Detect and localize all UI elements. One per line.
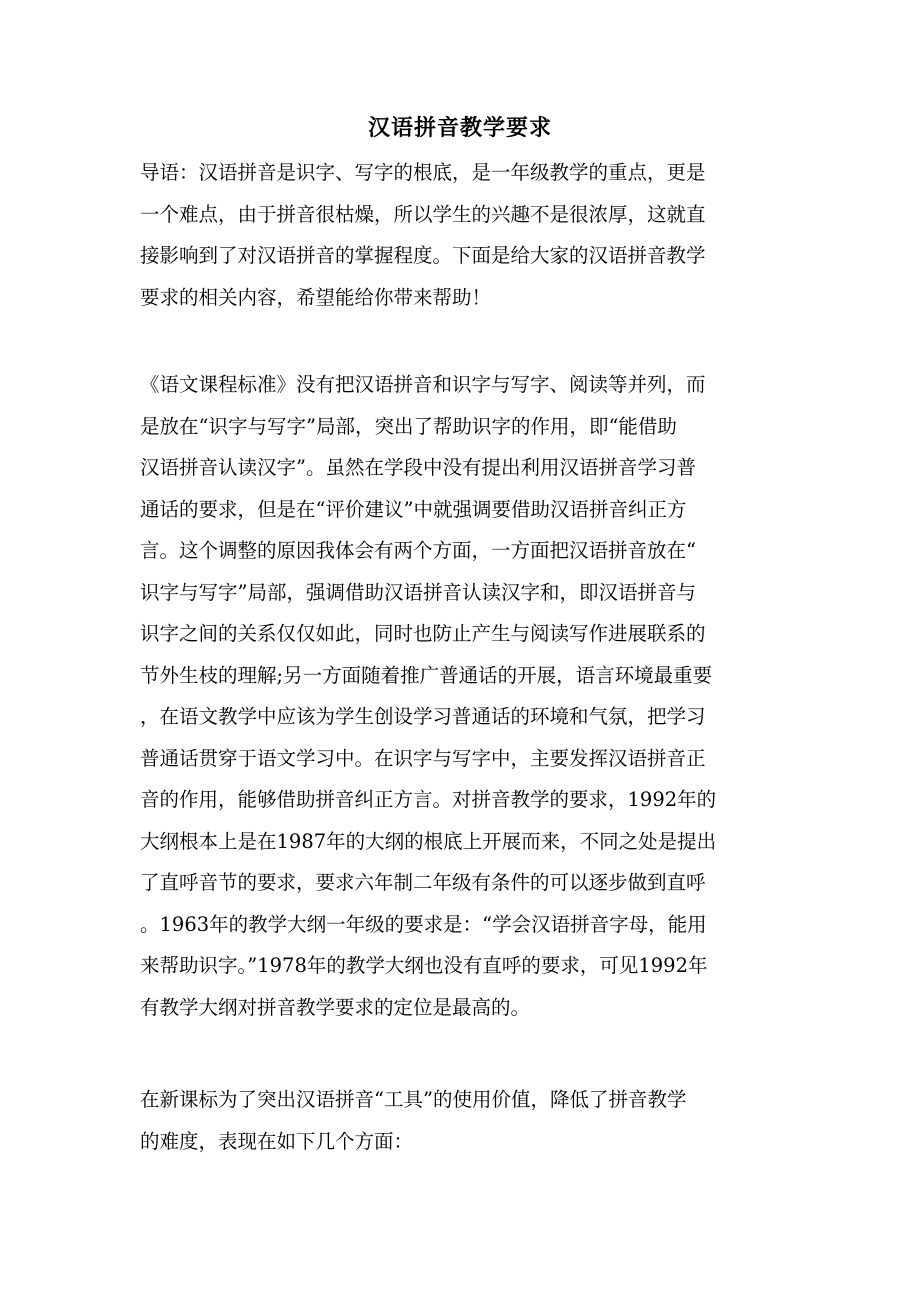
text-line: 。1963年的教学大纲一年级的要求是：“学会汉语拼音字母，能用 xyxy=(140,912,707,936)
text-line: 言。这个调整的原因我体会有两个方面，一方面把汉语拼音放在“ xyxy=(140,539,696,562)
text-line: 在新课标为了突出汉语拼音“工具”的使用价值，降低了拼音教学 xyxy=(140,1088,687,1111)
text-line: 汉语拼音认读汉字”。虽然在学段中没有提出利用汉语拼音学习普 xyxy=(140,456,696,479)
text-line: 了直呼音节的要求，要求六年制二年级有条件的可以逐步做到直呼 xyxy=(140,871,706,894)
text-line: 《语文课程标准》没有把汉语拼音和识字与写字、阅读等并列，而 xyxy=(140,373,706,396)
text-line: 识字之间的关系仅仅如此，同时也防止产生与阅读写作进展联系的 xyxy=(140,622,706,645)
text-line: 音的作用，能够借助拼音纠正方言。对拼音教学的要求，1992年的 xyxy=(140,788,717,811)
document-title: 汉语拼音教学要求 xyxy=(367,115,552,141)
body-paragraph-new-standard xyxy=(140,1079,780,1162)
text-line: 来帮助识字。”1978年的教学大纲也没有直呼的要求，可见1992年 xyxy=(140,954,708,977)
text-line: 节外生枝的理解;另一方面随着推广普通话的开展，语言环境最重要 xyxy=(140,663,713,687)
text-line: 是放在“识字与写字”局部，突出了帮助识字的作用，即“能借助 xyxy=(140,414,677,438)
text-line: 一个难点，由于拼音很枯燥，所以学生的兴趣不是很浓厚，这就直 xyxy=(140,202,706,226)
text-line: 导语：汉语拼音是识字、写字的根底，是一年级教学的重点，更是 xyxy=(140,161,706,184)
body-paragraph-curriculum xyxy=(140,364,780,1028)
intro-paragraph xyxy=(140,152,780,318)
text-line: 要求的相关内容，希望能给你带来帮助！ xyxy=(140,285,492,309)
text-line: 普通话贯穿于语文学习中。在识字与写字中，主要发挥汉语拼音正 xyxy=(140,746,706,770)
text-line: 接影响到了对汉语拼音的掌握程度。下面是给大家的汉语拼音教学 xyxy=(140,244,706,267)
text-line: ，在语文教学中应该为学生创设学习普通话的环境和气氛，把学习 xyxy=(140,705,706,728)
text-line: 大纲根本上是在1987年的大纲的根底上开展而来，不同之处是提出 xyxy=(140,829,717,853)
text-line: 的难度，表现在如下几个方面： xyxy=(140,1129,414,1153)
text-line: 识字与写字”局部，强调借助汉语拼音认读汉字和，即汉语拼音与 xyxy=(140,580,696,604)
text-line: 有教学大纲对拼音教学要求的定位是最高的。 xyxy=(140,995,531,1019)
text-line: 通话的要求，但是在“评价建议”中就强调要借助汉语拼音纠正方 xyxy=(140,497,687,521)
